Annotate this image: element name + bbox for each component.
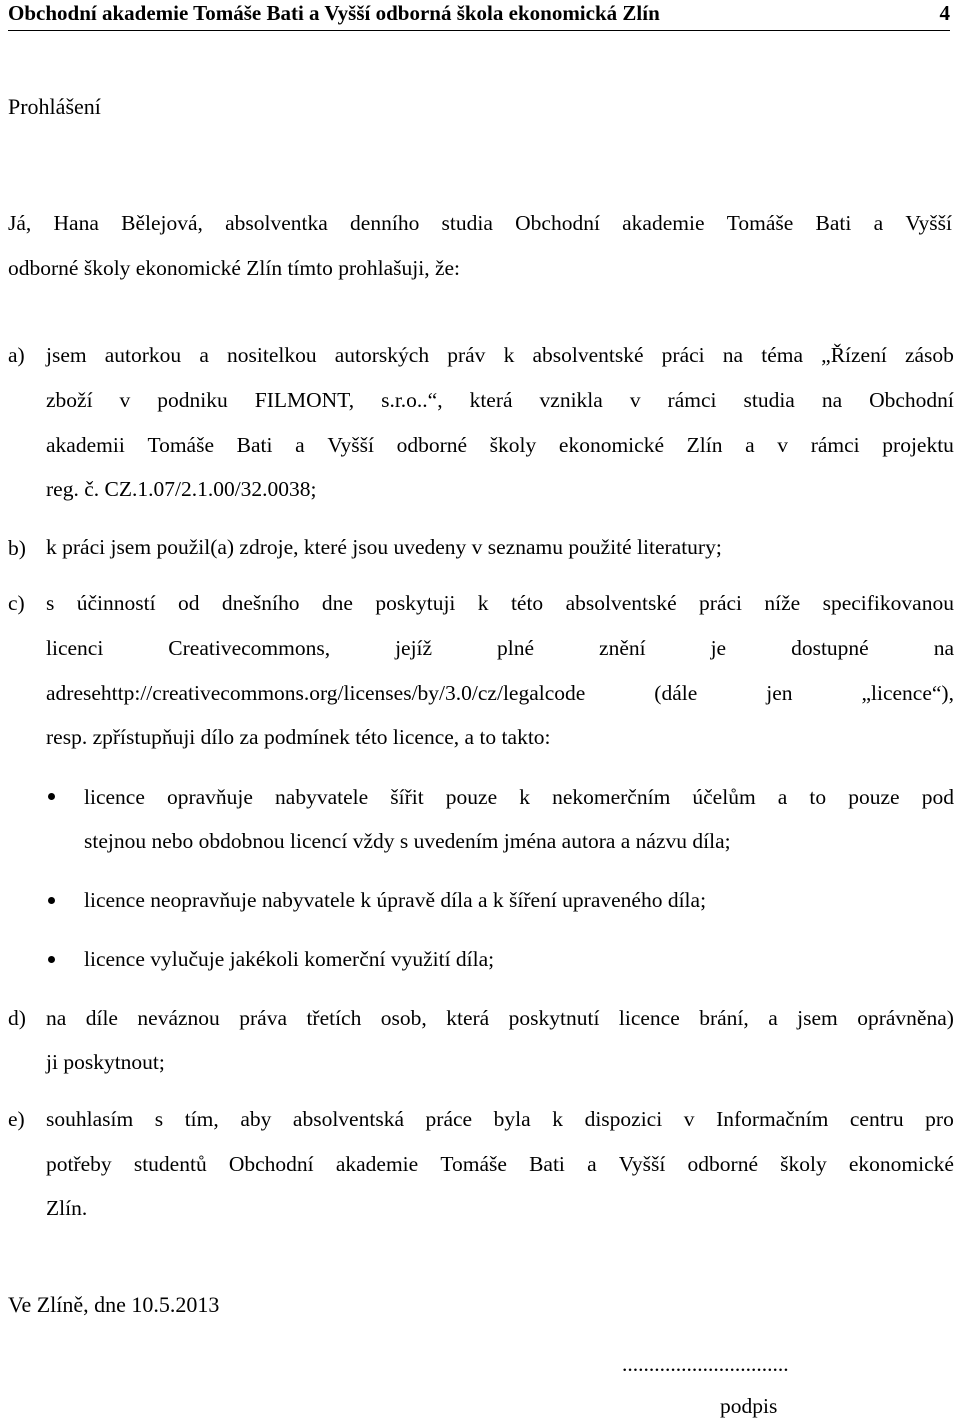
word: neváznou	[137, 1006, 220, 1030]
word: akademii	[46, 433, 125, 457]
word: poskytnutí	[508, 1006, 600, 1030]
word: školy	[780, 1152, 827, 1176]
item-d-label: d)	[8, 1006, 26, 1030]
word: oprávněna)	[857, 1006, 954, 1030]
word: dnešního	[221, 591, 300, 615]
bullet-1-line-1	[84, 784, 954, 810]
word: Já,	[8, 211, 32, 235]
word: Vyšší	[618, 1152, 666, 1176]
word: na	[821, 388, 843, 412]
word: která	[469, 388, 513, 412]
word: rámci	[667, 388, 717, 412]
word: Vyšší	[905, 211, 952, 235]
item-e-line-2	[46, 1151, 954, 1177]
item-d-line-1	[46, 1005, 954, 1031]
word: téma	[761, 343, 804, 367]
word: „Řízení	[821, 343, 887, 367]
item-c-line-3	[46, 680, 954, 706]
word: potřeby	[46, 1152, 112, 1176]
word: jsem	[797, 1006, 838, 1030]
word: a	[768, 1006, 778, 1030]
bullet-3-line-1: licence vylučuje jakékoli komerční využití díla;	[84, 947, 495, 971]
word: Zlín	[686, 433, 723, 457]
word: s	[154, 1107, 164, 1131]
item-a-line-2	[46, 387, 954, 413]
word: k	[477, 591, 489, 615]
word: poskytuji	[375, 591, 456, 615]
word: a	[777, 785, 788, 809]
word: akademie	[622, 211, 705, 235]
word: jsem	[46, 343, 87, 367]
word: projektu	[882, 433, 954, 457]
word: absolventské	[565, 591, 677, 615]
word: dostupné	[791, 636, 869, 660]
word: a	[199, 343, 209, 367]
word: díle	[85, 1006, 118, 1030]
word: vznikla	[539, 388, 603, 412]
bullet-2-line-1: licence neopravňuje nabyvatele k úpravě díla a k šíření upraveného díla;	[84, 888, 707, 912]
word: s	[46, 591, 55, 615]
word: Obchodní	[869, 388, 954, 412]
word: práva	[239, 1006, 287, 1030]
word: Obchodní	[228, 1152, 314, 1176]
word: na	[933, 636, 954, 660]
item-a-line-4: reg. č. CZ.1.07/2.1.00/32.0038;	[46, 477, 317, 501]
word: licence	[618, 1006, 680, 1030]
item-e-line-3: Zlín.	[46, 1196, 88, 1220]
signature-line: ...............................	[622, 1352, 789, 1376]
word: aby	[240, 1107, 272, 1131]
word: to	[809, 785, 827, 809]
word: licenci	[46, 636, 104, 660]
bullet-dot	[48, 793, 55, 800]
word: této	[510, 591, 544, 615]
word: centru	[849, 1107, 904, 1131]
word: pouze	[445, 785, 498, 809]
word: a	[587, 1152, 597, 1176]
word: Tomáše	[147, 433, 215, 457]
intro-line-1	[8, 210, 952, 236]
word: školy	[489, 433, 537, 457]
word: Hana	[53, 211, 99, 235]
word: Informačním	[716, 1107, 829, 1131]
word: adresehttp://creativecommons.org/licenses/by/3.0/cz/legalcode	[46, 681, 586, 705]
signature-label: podpis	[720, 1394, 778, 1418]
word: FILMONT,	[254, 388, 355, 412]
word: pod	[921, 785, 954, 809]
word: akademie	[335, 1152, 419, 1176]
word: rámci	[810, 433, 860, 457]
item-c-line-2	[46, 635, 954, 661]
word: Vyšší	[327, 433, 374, 457]
page-heading: Prohlášení	[8, 94, 101, 119]
word: a	[873, 211, 884, 235]
word: Bati	[236, 433, 273, 457]
word: odborné	[687, 1152, 758, 1176]
word: tím,	[184, 1107, 219, 1131]
word: Bati	[815, 211, 852, 235]
word: jejíž	[395, 636, 433, 660]
word: opravňuje	[166, 785, 253, 809]
word: která	[446, 1006, 490, 1030]
word: brání,	[699, 1006, 749, 1030]
word: studia	[743, 388, 795, 412]
word: byla	[493, 1107, 531, 1131]
item-a-line-1	[46, 342, 954, 368]
word: k	[503, 343, 515, 367]
word: šířit	[390, 785, 424, 809]
word: a	[745, 433, 755, 457]
header-title: Obchodní akademie Tomáše Bati a Vyšší odborná škola ekonomická Zlín	[8, 1, 660, 25]
word: níže	[764, 591, 801, 615]
word: odborné	[396, 433, 468, 457]
place-and-date: Ve Zlíně, dne 10.5.2013	[8, 1292, 220, 1317]
word: jen	[766, 681, 793, 705]
word: studia	[441, 211, 493, 235]
word: souhlasím	[46, 1107, 134, 1131]
word: autorských	[334, 343, 430, 367]
word: podniku	[157, 388, 228, 412]
word: Bělejová,	[121, 211, 203, 235]
word: práci	[699, 591, 742, 615]
word: práce	[425, 1107, 473, 1131]
word: zboží	[46, 388, 93, 412]
word: denního	[350, 211, 420, 235]
word: s.r.o..“,	[381, 388, 443, 412]
item-b-line-1: k práci jsem použil(a) zdroje, které jsou uvedeny v seznamu použité literatury;	[46, 535, 722, 559]
word: na	[722, 343, 744, 367]
word: třetích	[306, 1006, 362, 1030]
word: je	[710, 636, 727, 660]
word: k	[552, 1107, 563, 1131]
word: autorkou	[104, 343, 182, 367]
word: a	[295, 433, 305, 457]
word: zásob	[904, 343, 954, 367]
page-header	[8, 0, 950, 31]
item-a-line-3	[46, 432, 954, 458]
word: Bati	[529, 1152, 565, 1176]
word: dispozici	[584, 1107, 663, 1131]
bullet-1-line-2: stejnou nebo obdobnou licencí vždy s uvedením jména autora a názvu díla;	[84, 829, 731, 853]
word: pouze	[848, 785, 900, 809]
bullet-dot	[48, 897, 55, 904]
word: specifikovanou	[822, 591, 954, 615]
word: znění	[599, 636, 646, 660]
word: absolventské	[532, 343, 644, 367]
word: plné	[497, 636, 535, 660]
page-number: 4	[939, 1, 950, 25]
word: od	[178, 591, 200, 615]
word: práci	[661, 343, 705, 367]
word: ekonomické	[848, 1152, 954, 1176]
word: k	[519, 785, 530, 809]
word: v	[777, 433, 789, 457]
item-e-line-1	[46, 1106, 954, 1132]
word: Tomáše	[726, 211, 794, 235]
word: „licence“),	[861, 681, 954, 705]
word: absolventka	[225, 211, 328, 235]
word: účelům	[692, 785, 756, 809]
word: účinností	[76, 591, 156, 615]
word: v	[683, 1107, 695, 1131]
item-c-line-4: resp. zpřístupňuji dílo za podmínek této licence, a to takto:	[46, 725, 551, 749]
item-b-label: b)	[8, 536, 26, 560]
word: nekomerčním	[552, 785, 671, 809]
word: nositelkou	[227, 343, 317, 367]
word: Creativecommons,	[168, 636, 331, 660]
item-c-line-1	[46, 590, 954, 616]
word: ekonomické	[558, 433, 664, 457]
intro-line-2: odborné školy ekonomické Zlín tímto prohlašuji, že:	[8, 256, 461, 280]
word: studentů	[133, 1152, 207, 1176]
bullet-dot	[48, 956, 55, 963]
word: dne	[321, 591, 353, 615]
word: v	[629, 388, 641, 412]
word: Obchodní	[515, 211, 600, 235]
word: Tomáše	[440, 1152, 507, 1176]
word: absolventská	[292, 1107, 404, 1131]
item-e-label: e)	[8, 1107, 25, 1131]
word: na	[46, 1006, 67, 1030]
item-a-label: a)	[8, 343, 25, 367]
word: práv	[447, 343, 486, 367]
item-c-label: c)	[8, 591, 25, 615]
word: (dále	[654, 681, 698, 705]
item-d-line-2: ji poskytnout;	[46, 1050, 165, 1074]
word: nabyvatele	[275, 785, 369, 809]
word: v	[119, 388, 131, 412]
word: pro	[925, 1107, 954, 1131]
word: osob,	[380, 1006, 427, 1030]
word: licence	[84, 785, 145, 809]
